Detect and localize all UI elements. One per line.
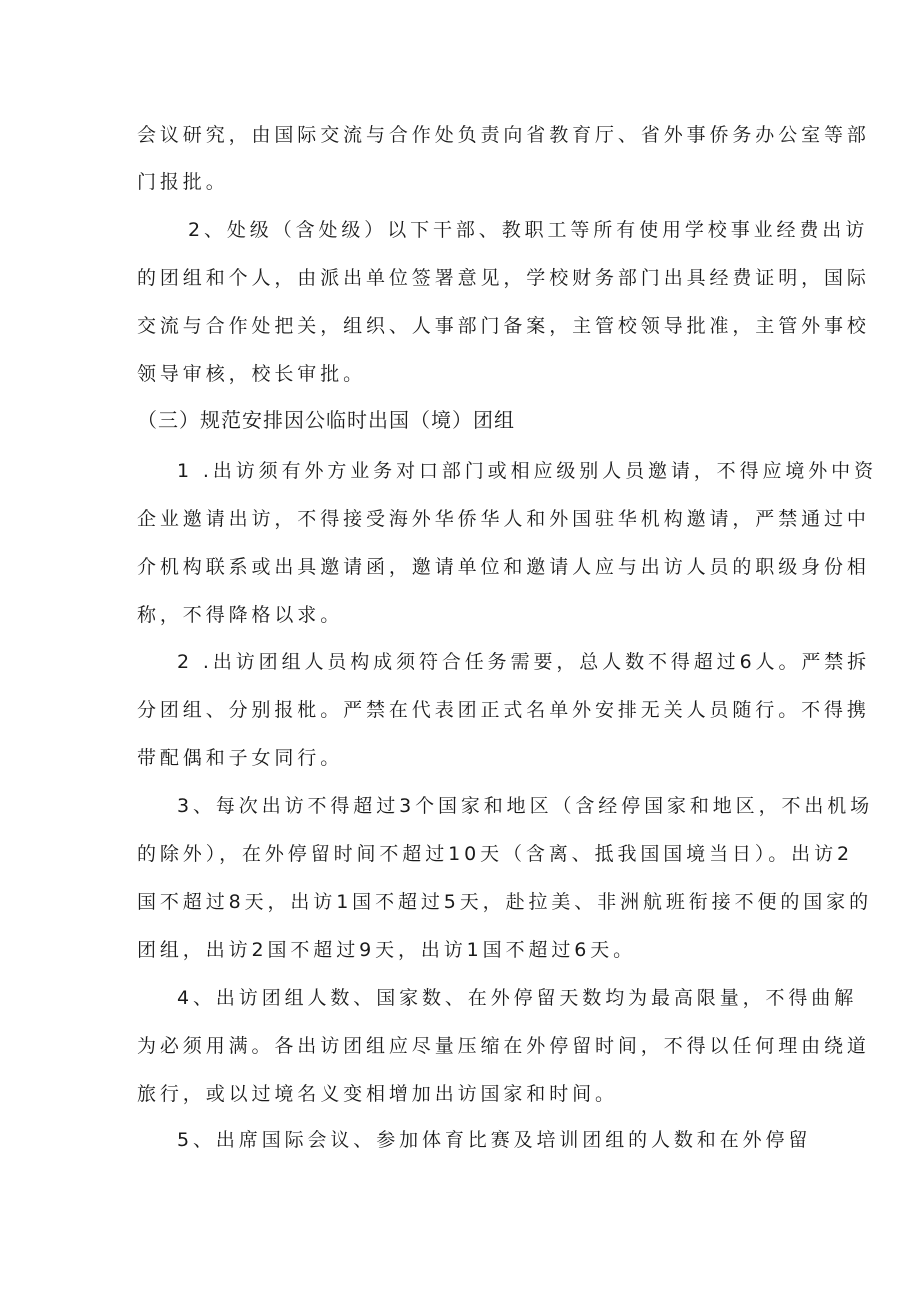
text-line: 2 .出访团组人员构成须符合任务需要，总人数不得超过6人。严禁拆: [177, 651, 871, 673]
text-line: 的团组和个人，由派出单位签署意见，学校财务部门出具经费证明，国际: [137, 267, 870, 289]
text-line: 的除外），在外停留时间不超过10天（含离、抵我国国境当日）。出访2: [137, 843, 853, 865]
text-line: 1 .出访须有外方业务对口部门或相应级别人员邀请，不得应境外中资: [177, 460, 877, 482]
section-heading: （三）规范安排因公临时出国（境）团组: [137, 408, 515, 432]
text-line: 会议研究，由国际交流与合作处负责向省教育厅、省外事侨务办公室等部: [137, 124, 870, 146]
text-line: 交流与合作处把关，组织、人事部门备案，主管校领导批准，主管外事校: [137, 315, 870, 337]
text-line: 带配偶和子女同行。: [137, 747, 344, 769]
text-line: 4、出访团组人数、国家数、在外停留天数均为最高限量，不得曲解: [177, 987, 858, 1009]
text-line: 国不超过8天，出访1国不超过5天，赴拉美、非洲航班衔接不便的国家的: [137, 891, 872, 913]
text-line: 团组，出访2国不超过9天，出访1国不超过6天。: [137, 939, 637, 961]
text-line: 旅行，或以过境名义变相增加出访国家和时间。: [137, 1083, 618, 1105]
text-line: 为必须用满。各出访团组应尽量压缩在外停留时间，不得以任何理由绕道: [137, 1035, 870, 1057]
text-line: 3、每次出访不得超过3个国家和地区（含经停国家和地区，不出机场: [177, 795, 874, 817]
text-line: 介机构联系或出具邀请函，邀请单位和邀请人应与出访人员的职级身份相: [137, 556, 870, 578]
text-line: 企业邀请出访，不得接受海外华侨华人和外国驻华机构邀请，严禁通过中: [137, 508, 870, 530]
text-line: 5、出席国际会议、参加体育比赛及培训团组的人数和在外停留: [177, 1129, 812, 1151]
text-line: 2、处级（含处级）以下干部、教职工等所有使用学校事业经费出访: [188, 219, 869, 241]
text-line: 领导审核，校长审批。: [137, 363, 367, 385]
text-line: 称，不得降格以求。: [137, 604, 344, 626]
text-line: 门报批。: [137, 171, 229, 193]
text-line: 分团组、分别报枇。严禁在代表团正式名单外安排无关人员随行。不得携: [137, 699, 870, 721]
